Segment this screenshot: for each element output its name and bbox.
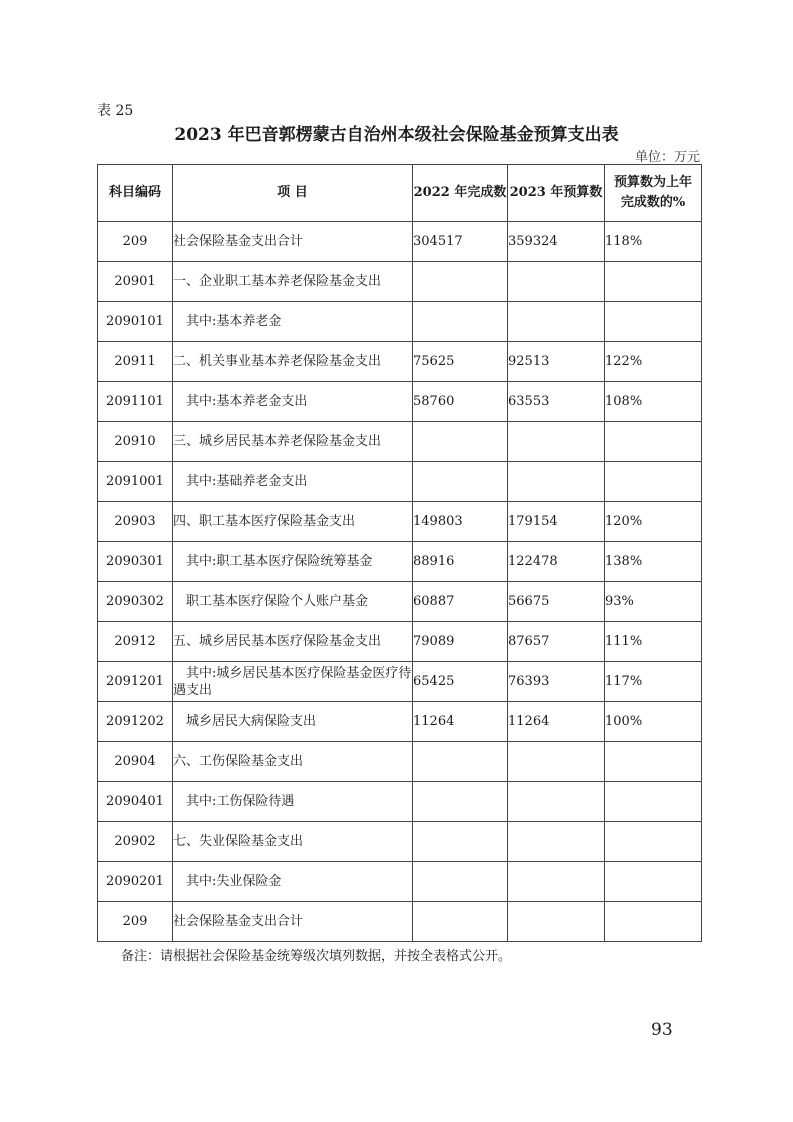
table-row <box>98 542 702 582</box>
row-ratio <box>605 862 702 902</box>
table-row <box>98 702 702 742</box>
row-item: 三、城乡居民基本养老保险基金支出 <box>173 422 413 462</box>
row-budget-2023 <box>508 302 605 342</box>
row-actual-2022: 65425 <box>413 662 508 702</box>
table-row <box>98 742 702 782</box>
row-item: 其中:基础养老金支出 <box>173 462 413 502</box>
row-actual-2022: 11264 <box>413 702 508 742</box>
row-actual-2022 <box>413 822 508 862</box>
row-ratio: 118% <box>605 222 702 262</box>
row-budget-2023: 56675 <box>508 582 605 622</box>
row-code: 2090201 <box>98 862 173 902</box>
row-code: 2090401 <box>98 782 173 822</box>
row-item: 六、工伤保险基金支出 <box>173 742 413 782</box>
row-item: 一、企业职工基本养老保险基金支出 <box>173 262 413 302</box>
header-code: 科目编码 <box>98 165 173 222</box>
row-actual-2022 <box>413 302 508 342</box>
row-budget-2023 <box>508 782 605 822</box>
row-budget-2023: 11264 <box>508 702 605 742</box>
row-actual-2022 <box>413 262 508 302</box>
row-ratio <box>605 262 702 302</box>
table-row <box>98 622 702 662</box>
row-budget-2023: 63553 <box>508 382 605 422</box>
table-row <box>98 502 702 542</box>
table-header-row <box>98 165 702 222</box>
row-actual-2022 <box>413 742 508 782</box>
row-code: 2090301 <box>98 542 173 582</box>
row-ratio <box>605 302 702 342</box>
row-code: 2091101 <box>98 382 173 422</box>
row-ratio <box>605 422 702 462</box>
row-ratio: 100% <box>605 702 702 742</box>
page-number: 93 <box>651 1020 673 1040</box>
row-item: 七、失业保险基金支出 <box>173 822 413 862</box>
row-ratio <box>605 742 702 782</box>
row-ratio <box>605 822 702 862</box>
table-row <box>98 422 702 462</box>
row-code: 20910 <box>98 422 173 462</box>
row-actual-2022: 149803 <box>413 502 508 542</box>
row-ratio <box>605 462 702 502</box>
row-actual-2022: 88916 <box>413 542 508 582</box>
unit-label: 单位：万元 <box>634 150 700 165</box>
row-code: 2090302 <box>98 582 173 622</box>
row-budget-2023 <box>508 422 605 462</box>
row-budget-2023 <box>508 462 605 502</box>
table-row <box>98 342 702 382</box>
header-item: 项 目 <box>173 165 413 222</box>
row-item: 其中:基本养老金 <box>173 302 413 342</box>
row-code: 20904 <box>98 742 173 782</box>
row-item: 社会保险基金支出合计 <box>173 902 413 942</box>
row-actual-2022 <box>413 862 508 902</box>
row-actual-2022: 304517 <box>413 222 508 262</box>
header-ratio: 预算数为上年完成数的% <box>605 165 702 222</box>
row-ratio: 117% <box>605 662 702 702</box>
row-code: 20901 <box>98 262 173 302</box>
table-row <box>98 302 702 342</box>
row-budget-2023: 179154 <box>508 502 605 542</box>
row-actual-2022: 60887 <box>413 582 508 622</box>
row-ratio <box>605 902 702 942</box>
row-actual-2022 <box>413 422 508 462</box>
table-label: 表 25 <box>97 103 134 119</box>
table-row <box>98 222 702 262</box>
row-actual-2022 <box>413 782 508 822</box>
row-code: 209 <box>98 222 173 262</box>
row-actual-2022 <box>413 902 508 942</box>
row-ratio: 93% <box>605 582 702 622</box>
row-ratio: 108% <box>605 382 702 422</box>
row-actual-2022: 58760 <box>413 382 508 422</box>
row-actual-2022 <box>413 462 508 502</box>
header-actual-2022: 2022 年完成数 <box>413 165 508 222</box>
table-row <box>98 782 702 822</box>
row-code: 20912 <box>98 622 173 662</box>
budget-table <box>97 164 702 942</box>
row-code: 20902 <box>98 822 173 862</box>
row-code: 2091202 <box>98 702 173 742</box>
page-title: 2023 年巴音郭楞蒙古自治州本级社会保险基金预算支出表 <box>174 125 619 145</box>
row-item: 其中:职工基本医疗保险统筹基金 <box>173 542 413 582</box>
row-budget-2023: 76393 <box>508 662 605 702</box>
header-budget-2023: 2023 年预算数 <box>508 165 605 222</box>
table-row <box>98 902 702 942</box>
footnote: 备注：请根据社会保险基金统筹级次填列数据，并按全表格式公开。 <box>121 949 512 964</box>
row-code: 2090101 <box>98 302 173 342</box>
row-budget-2023: 87657 <box>508 622 605 662</box>
row-item: 其中:工伤保险待遇 <box>173 782 413 822</box>
row-item: 其中:失业保险金 <box>173 862 413 902</box>
row-budget-2023: 92513 <box>508 342 605 382</box>
row-ratio <box>605 782 702 822</box>
table-row <box>98 262 702 302</box>
row-budget-2023 <box>508 862 605 902</box>
row-item: 城乡居民大病保险支出 <box>173 702 413 742</box>
row-code: 20911 <box>98 342 173 382</box>
row-code: 20903 <box>98 502 173 542</box>
row-ratio: 111% <box>605 622 702 662</box>
table-row <box>98 862 702 902</box>
row-budget-2023: 122478 <box>508 542 605 582</box>
row-budget-2023 <box>508 902 605 942</box>
table-row <box>98 582 702 622</box>
row-item: 二、机关事业基本养老保险基金支出 <box>173 342 413 382</box>
table-row <box>98 382 702 422</box>
table-row <box>98 822 702 862</box>
row-actual-2022: 79089 <box>413 622 508 662</box>
row-ratio: 138% <box>605 542 702 582</box>
row-item: 四、职工基本医疗保险基金支出 <box>173 502 413 542</box>
row-item: 社会保险基金支出合计 <box>173 222 413 262</box>
row-code: 2091001 <box>98 462 173 502</box>
row-item: 五、城乡居民基本医疗保险基金支出 <box>173 622 413 662</box>
row-item: 其中:城乡居民基本医疗保险基金医疗待遇支出 <box>173 662 413 702</box>
row-budget-2023 <box>508 742 605 782</box>
row-budget-2023 <box>508 822 605 862</box>
row-item: 职工基本医疗保险个人账户基金 <box>173 582 413 622</box>
row-code: 2091201 <box>98 662 173 702</box>
row-budget-2023 <box>508 262 605 302</box>
row-ratio: 122% <box>605 342 702 382</box>
row-budget-2023: 359324 <box>508 222 605 262</box>
row-code: 209 <box>98 902 173 942</box>
table-row <box>98 462 702 502</box>
row-ratio: 120% <box>605 502 702 542</box>
row-item: 其中:基本养老金支出 <box>173 382 413 422</box>
table-row <box>98 662 702 702</box>
row-actual-2022: 75625 <box>413 342 508 382</box>
